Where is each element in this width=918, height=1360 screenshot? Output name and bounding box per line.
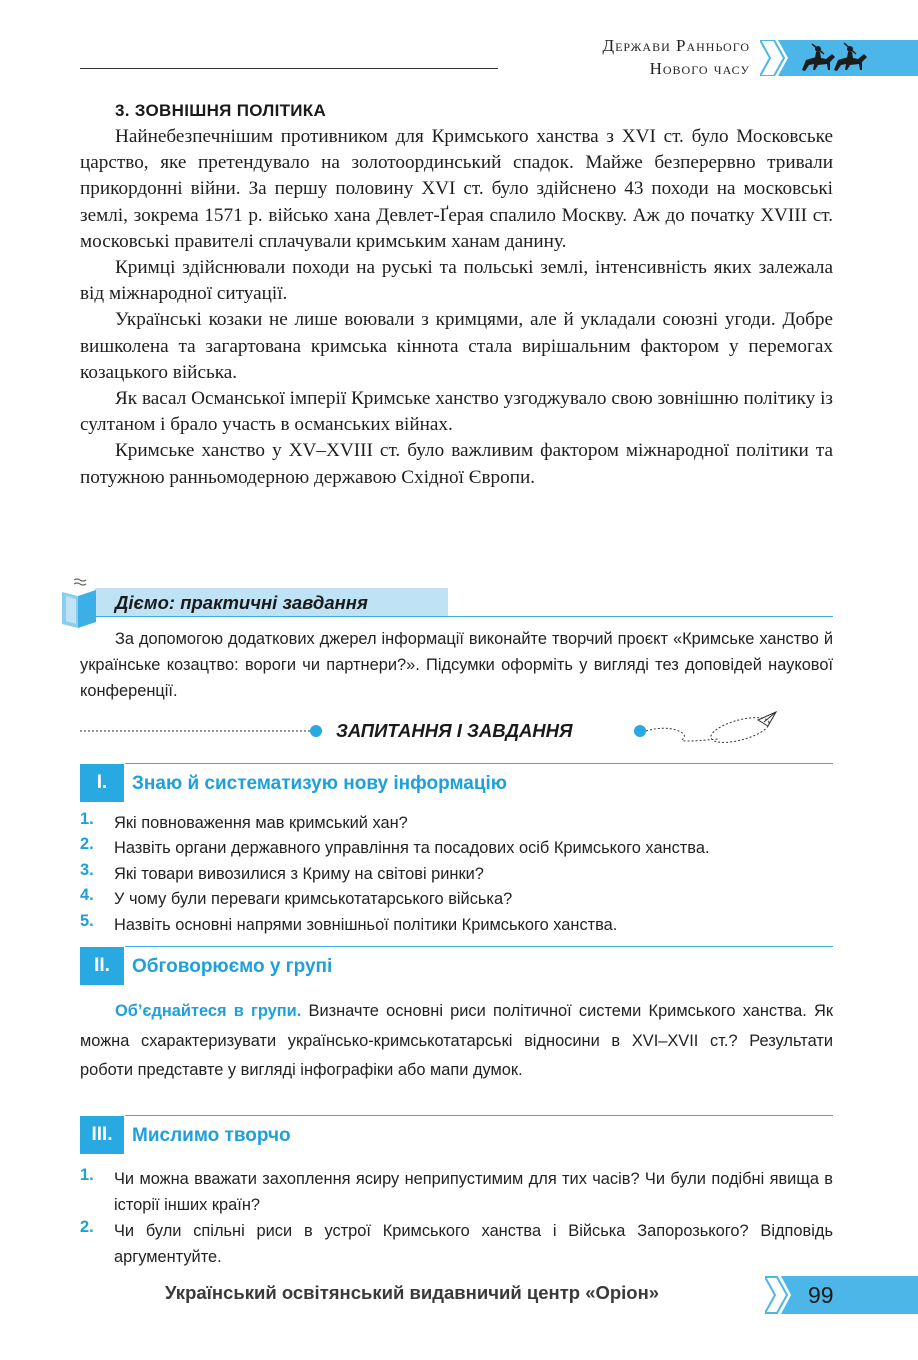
item-text: Чи можна вважати захоплення ясиру неприпустимим для тих часів? Чи були подібні явища в історії інших країн?: [114, 1170, 833, 1214]
page-badge: [765, 1276, 918, 1314]
block2-number: II.: [80, 947, 124, 985]
block1-number: I.: [80, 764, 124, 802]
practice-paragraph: За допомогою додаткових джерел інформації виконайте творчий проєкт «Кримське ханство й українське козацтво: вороги чи партнери?». Підсумки оформіть у вигляді тез доповідей наукової конференції.: [80, 630, 833, 700]
block1-title: Знаю й систематизую нову інформацію: [132, 773, 508, 794]
body-paragraph: Кримське ханство у XV–XVIII ст. було важливим фактором міжнародної політики та потужною ранньомодерною державою Східної Європи.: [80, 440, 833, 488]
body-paragraph: Українські козаки не лише воювали з кримцями, але й укладали союзні угоди. Добре вишколена та загартована кримська кіннота стала вирішальним фактором у перемогах козацького війська.: [80, 309, 833, 383]
block3-number: III.: [80, 1116, 124, 1154]
block3-title: Мислимо творчо: [132, 1125, 291, 1146]
section-body: [80, 124, 833, 491]
list-item: [80, 886, 833, 912]
group-task: Визначте основні риси політичної системи Кримського ханства. Як можна схарактеризувати українсько-кримськотатарські відносини в XVI–XVII ст.? Результати роботи представте у вигляді інфографіки або мапи думок.: [80, 1002, 834, 1079]
group-lead: Об’єднайтеся в групи.: [115, 1002, 302, 1020]
section-heading: 3. ЗОВНІШНЯ ПОЛІТИКА: [115, 101, 327, 120]
item-text: У чому були переваги кримськотатарського війська?: [114, 890, 513, 908]
item-text: Які повноваження мав кримський хан?: [114, 814, 408, 832]
publisher-name: Український освітянський видавничий центр «Оріон»: [165, 1282, 660, 1303]
practice-text: [80, 626, 833, 704]
page-number: 99: [808, 1282, 834, 1308]
paper-plane-icon: [758, 712, 776, 726]
body-paragraph: Кримці здійснювали походи на руські та польські землі, інтенсивність яких залежала від міжнародної ситуації.: [80, 257, 833, 305]
header-title-line2: Нового часу: [649, 59, 750, 78]
item-number: 1.: [80, 1166, 94, 1184]
block2-title: Обговорюємо у групі: [132, 956, 333, 977]
item-text: Назвіть органи державного управління та посадових осіб Кримського ханства.: [114, 839, 710, 857]
open-book-icon: [60, 572, 100, 630]
item-text: Назвіть основні напрями зовнішньої політики Кримського ханства.: [114, 916, 618, 934]
item-number: 3.: [80, 861, 94, 879]
item-number: 2.: [80, 835, 94, 853]
list-item: [80, 1166, 833, 1218]
block1-rule: [125, 763, 833, 764]
list-item: [80, 835, 833, 861]
body-paragraph: Найнебезпечнішим противником для Кримського ханства з XVI ст. було Московське царство, яке претендувало на золотоординський спадок. Майже безперервно тривали прикордонні війни. За першу половину XVI ст. було здійснено 43 походи на московські землі, зокрема 1571 р. військо хана Девлет-Ґерая спалило Москву. Аж до початку XVIII ст. московські правителі сплачували кримським ханам данину.: [80, 126, 833, 252]
running-header: [602, 34, 750, 80]
practice-divider: [95, 616, 833, 617]
item-number: 1.: [80, 810, 94, 828]
list-item: [80, 861, 833, 887]
header-badge: [760, 40, 918, 76]
item-number: 5.: [80, 912, 94, 930]
header-rule: [80, 68, 498, 69]
block3-rule: [125, 1115, 833, 1116]
block2-text: [80, 997, 833, 1086]
item-text: Чи були спільні риси в устрої Кримського ханства і Війська Запорозького? Відповідь аргументуйте.: [114, 1222, 833, 1266]
item-text: Які товари вивозилися з Криму на світові ринки?: [114, 865, 484, 883]
item-number: 4.: [80, 886, 94, 904]
header-title-line1: Держави Раннього: [602, 36, 750, 55]
list-item: [80, 810, 833, 836]
list-item: [80, 912, 833, 938]
practice-title: Діємо: практичні завдання: [115, 592, 368, 613]
list-item: [80, 1218, 833, 1270]
questions-title: ЗАПИТАННЯ І ЗАВДАННЯ: [336, 720, 573, 741]
item-number: 2.: [80, 1218, 94, 1236]
block2-rule: [125, 946, 833, 947]
body-paragraph: Як васал Османської імперії Кримське ханство узгоджувало свою зовнішню політику із султаном і брало участь в османських війнах.: [80, 388, 833, 436]
